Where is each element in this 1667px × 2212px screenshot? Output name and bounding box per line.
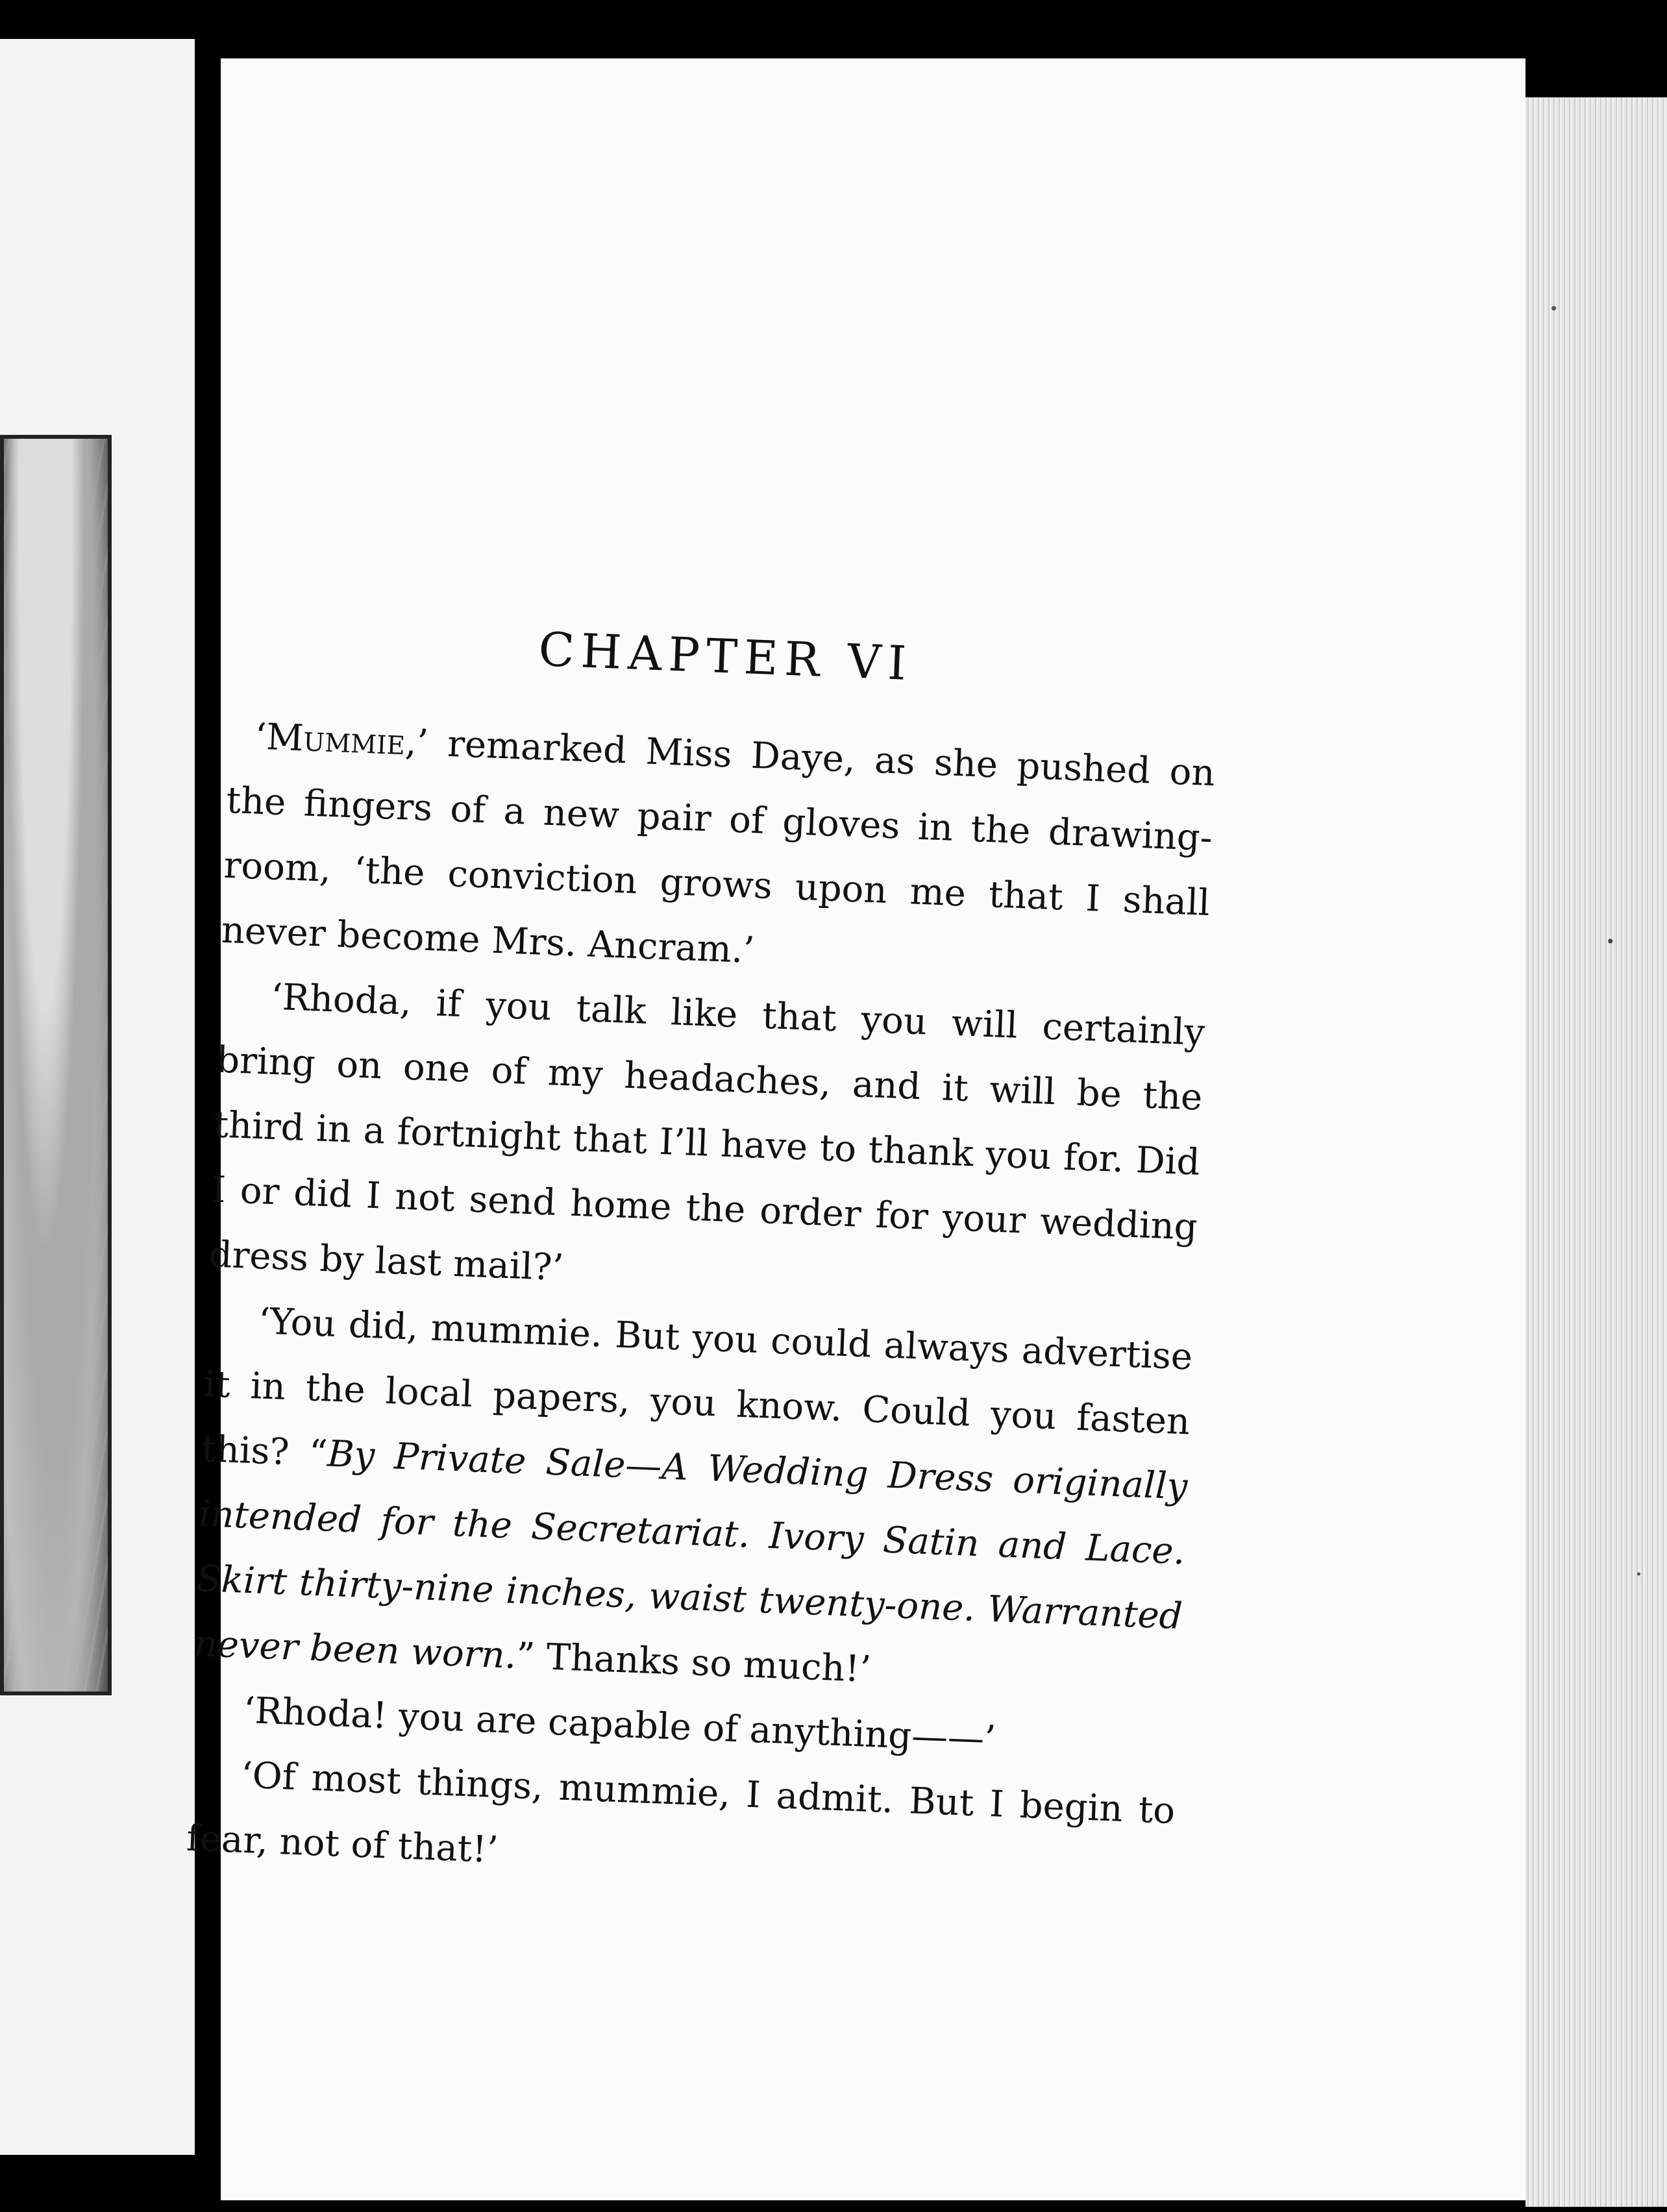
paragraph-3	[193, 1287, 1194, 1714]
paragraph-3-text: ‘You did, mummie. But you could always advertise it in the local papers, you know. Could you fasten this? “	[201, 1300, 1194, 1475]
chapter-title: CHAPTER VI	[537, 622, 914, 691]
page-edges	[1525, 97, 1667, 2207]
previous-page	[0, 39, 195, 2155]
advertisement-text: By Private Sale—A Wedding Dress originally intended for the Secretariat. Ivory Satin and Lace. Skirt thirty-nine inches, waist twenty-one. Warranted never been worn.	[193, 1432, 1189, 1677]
chapter-text	[185, 610, 1220, 1909]
photo-plate-image	[0, 435, 112, 1695]
paragraph-1-text: ’ remarked Miss Daye, as she pushed on the fingers of a new pair of gloves in the drawing-room, ‘the conviction grows upon me that I shall never become Mrs. Ancram.’	[220, 721, 1216, 972]
paragraph-1	[220, 704, 1216, 1001]
open-quote: ‘	[254, 715, 267, 759]
paragraph-5: ‘Of most things, mummie, I admit. But I begin to fear, not of that!’	[186, 1754, 1176, 1872]
paragraph-4: ‘Rhoda! you are capable of anything——’	[242, 1689, 997, 1761]
lead-word: Mummie,	[265, 716, 418, 764]
paragraph-3-end: ” Thanks so much!’	[515, 1634, 872, 1691]
paragraph-2: ‘Rhoda, if you talk like that you will certainly bring on one of my headaches, and it will be the third in a fortnight that I’ll have to thank you for. Did I or did I not send home the order for your wedding dress by last mail?’	[208, 976, 1206, 1290]
